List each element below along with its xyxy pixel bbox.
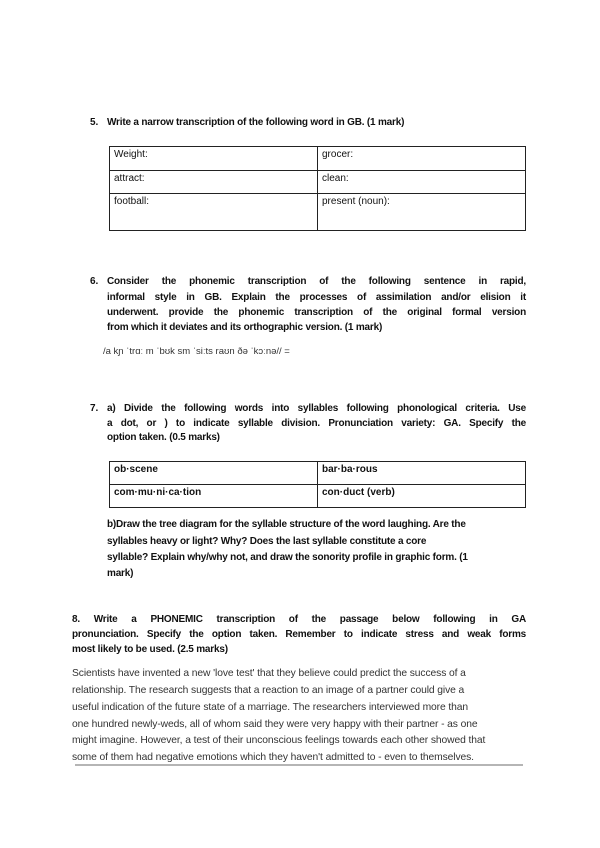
q6-line: underwent. provide the phonemic transcription of the original formal version [107, 307, 526, 318]
table-cell[interactable]: football: [110, 194, 318, 231]
table-cell[interactable]: con·duct (verb) [318, 485, 526, 508]
q6-line: Consider the phonemic transcription of the following sentence in rapid, [107, 276, 526, 287]
table-row [110, 485, 526, 508]
table-row [110, 462, 526, 485]
q7b-line: mark) [107, 568, 134, 579]
passage-line: might imagine. However, a test of their unconscious feelings towards each other showed that [72, 735, 486, 746]
q5-prompt: Write a narrow transcription of the following word in GB. (1 mark) [107, 117, 405, 128]
q7b-line: syllables heavy or light? Why? Does the last syllable constitute a core [107, 536, 427, 547]
q7a-line: option taken. (0.5 marks) [107, 432, 220, 443]
q8-line: pronunciation. Specify the option taken. Remember to indicate stress and weak forms [72, 629, 526, 640]
table-row [110, 194, 526, 231]
table-cell[interactable]: present (noun): [318, 194, 526, 231]
q5-number: 5. [90, 117, 99, 128]
q7-table [109, 461, 526, 508]
passage-line: relationship. The research suggests that a reaction to an image of a partner could give a [72, 685, 465, 696]
q8-line: 8. Write a PHONEMIC transcription of the passage below following in GA [72, 614, 526, 625]
q5-table [109, 146, 526, 231]
q6-line: informal style in GB. Explain the processes of assimilation and/or elision it [107, 292, 526, 303]
table-cell[interactable]: Weight: [110, 147, 318, 171]
passage-line: some of them had negative emotions which they haven't admitted to - even to themselves. [72, 752, 474, 763]
table-cell[interactable]: bar·ba·rous [318, 462, 526, 485]
q7-number: 7. [90, 403, 99, 414]
q6-number: 6. [90, 276, 99, 287]
table-row [110, 147, 526, 171]
table-row [110, 171, 526, 194]
horizontal-rule [75, 764, 523, 766]
q8-line: most likely to be used. (2.5 marks) [72, 644, 228, 655]
table-cell[interactable]: grocer: [318, 147, 526, 171]
passage-line: useful indication of the future state of a marriage. The researchers interviewed more than [72, 702, 469, 713]
table-cell[interactable]: ob·scene [110, 462, 318, 485]
q7b-line: syllable? Explain why/why not, and draw the sonority profile in graphic form. (1 [107, 552, 468, 563]
table-cell[interactable]: attract: [110, 171, 318, 194]
q7a-line: a) Divide the following words into syllables following phonological criteria. Use [107, 403, 526, 414]
q7a-line: a dot, or ) to indicate syllable division. Pronunciation variety: GA. Specify the [107, 418, 526, 429]
q6-line: from which it deviates and its orthographic version. (1 mark) [107, 322, 383, 333]
passage-line: one hundred newly-weds, all of whom said they were very happy with their partner - as one [72, 719, 478, 730]
q6-ipa-transcription: /a kɲ ˈtrɑː m ˈbʊk sm ˈsiːts raʊn ðə ˈkɔːnə// = [103, 346, 290, 357]
q7b-line: b)Draw the tree diagram for the syllable structure of the word laughing. Are the [107, 519, 466, 530]
table-cell[interactable]: com·mu·ni·ca·tion [110, 485, 318, 508]
passage-line: Scientists have invented a new 'love test' that they believe could predict the success of a [72, 668, 466, 679]
table-cell[interactable]: clean: [318, 171, 526, 194]
